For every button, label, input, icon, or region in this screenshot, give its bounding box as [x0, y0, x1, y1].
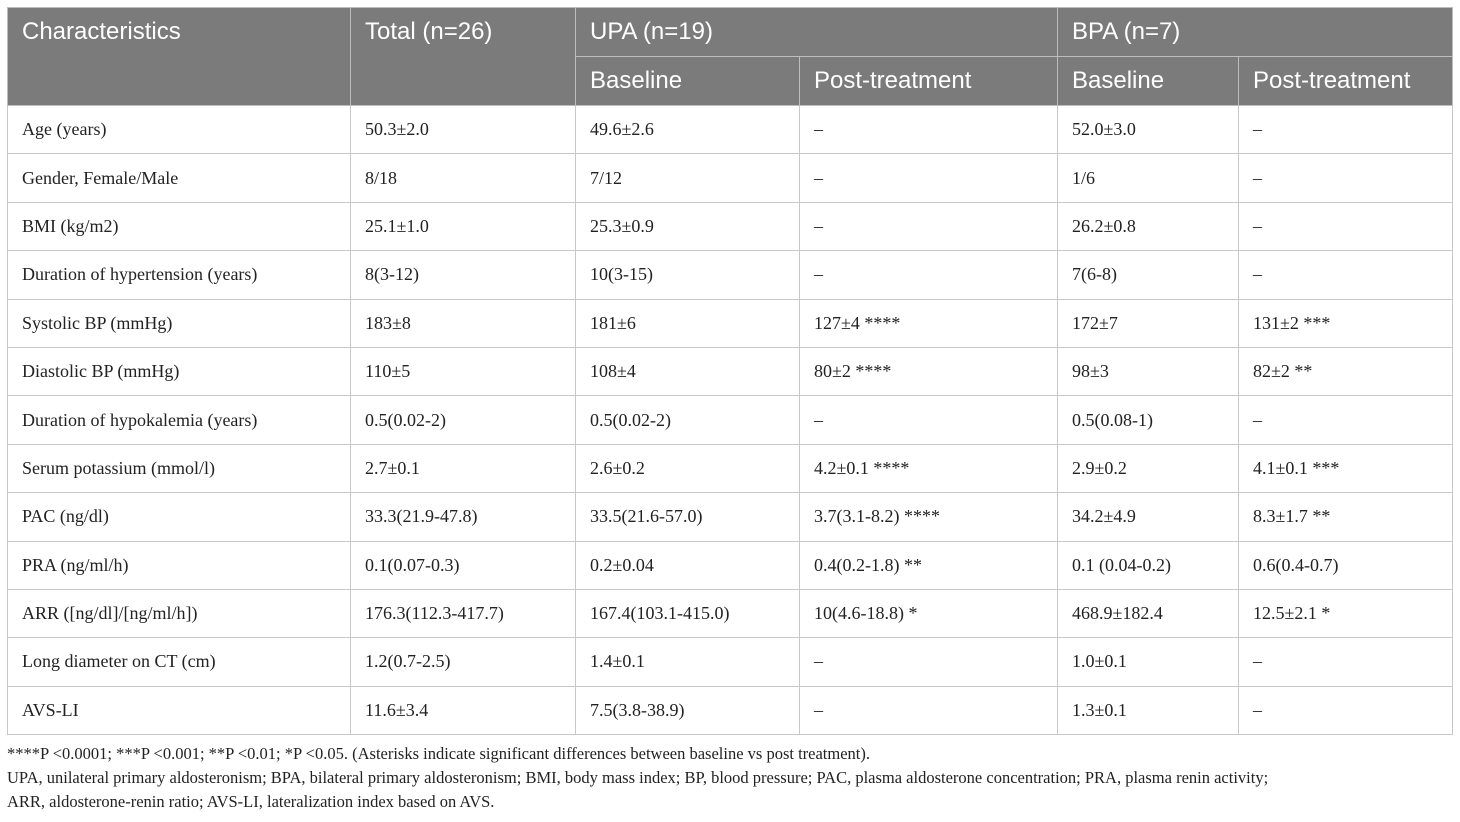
- cell-bpa-baseline: 0.1 (0.04-0.2): [1058, 541, 1239, 589]
- cell-bpa-baseline: 52.0±3.0: [1058, 106, 1239, 154]
- characteristics-table: [7, 7, 1453, 735]
- cell-upa-baseline: 33.5(21.6-57.0): [576, 493, 800, 541]
- table-footnotes: [7, 742, 1457, 814]
- cell-total: 2.7±0.1: [351, 444, 576, 492]
- header-bpa-post-treatment: Post-treatment: [1239, 57, 1453, 106]
- cell-bpa-baseline: 98±3: [1058, 347, 1239, 395]
- cell-total: 1.2(0.7-2.5): [351, 638, 576, 686]
- table-row: [8, 638, 1453, 686]
- cell-bpa-baseline: 34.2±4.9: [1058, 493, 1239, 541]
- cell-bpa-baseline: 2.9±0.2: [1058, 444, 1239, 492]
- cell-bpa-baseline: 0.5(0.08-1): [1058, 396, 1239, 444]
- cell-characteristic: Long diameter on CT (cm): [8, 638, 351, 686]
- table-row: [8, 444, 1453, 492]
- cell-bpa-post-treatment: –: [1239, 686, 1453, 734]
- cell-upa-post-treatment: –: [800, 202, 1058, 250]
- cell-bpa-post-treatment: –: [1239, 202, 1453, 250]
- cell-upa-post-treatment: 80±2 ****: [800, 347, 1058, 395]
- cell-upa-baseline: 1.4±0.1: [576, 638, 800, 686]
- cell-upa-post-treatment: –: [800, 251, 1058, 299]
- cell-upa-baseline: 2.6±0.2: [576, 444, 800, 492]
- table-row: [8, 541, 1453, 589]
- cell-total: 176.3(112.3-417.7): [351, 589, 576, 637]
- cell-total: 8/18: [351, 154, 576, 202]
- cell-characteristic: PAC (ng/dl): [8, 493, 351, 541]
- cell-upa-baseline: 181±6: [576, 299, 800, 347]
- header-bpa-baseline: Baseline: [1058, 57, 1239, 106]
- table-row: [8, 154, 1453, 202]
- cell-upa-post-treatment: –: [800, 106, 1058, 154]
- cell-upa-post-treatment: 3.7(3.1-8.2) ****: [800, 493, 1058, 541]
- cell-upa-baseline: 167.4(103.1-415.0): [576, 589, 800, 637]
- cell-bpa-baseline: 1.0±0.1: [1058, 638, 1239, 686]
- cell-upa-baseline: 0.5(0.02-2): [576, 396, 800, 444]
- header-total: Total (n=26): [351, 8, 576, 106]
- header-characteristics: Characteristics: [8, 8, 351, 106]
- cell-upa-baseline: 25.3±0.9: [576, 202, 800, 250]
- cell-bpa-post-treatment: –: [1239, 638, 1453, 686]
- cell-upa-post-treatment: 10(4.6-18.8) *: [800, 589, 1058, 637]
- cell-bpa-post-treatment: –: [1239, 251, 1453, 299]
- cell-bpa-post-treatment: –: [1239, 106, 1453, 154]
- cell-total: 33.3(21.9-47.8): [351, 493, 576, 541]
- cell-bpa-baseline: 468.9±182.4: [1058, 589, 1239, 637]
- cell-characteristic: Age (years): [8, 106, 351, 154]
- header-bpa: BPA (n=7): [1058, 8, 1453, 57]
- cell-bpa-post-treatment: 4.1±0.1 ***: [1239, 444, 1453, 492]
- cell-total: 25.1±1.0: [351, 202, 576, 250]
- cell-bpa-baseline: 1/6: [1058, 154, 1239, 202]
- cell-upa-post-treatment: –: [800, 154, 1058, 202]
- characteristics-table-container: [7, 7, 1452, 735]
- table-row: [8, 396, 1453, 444]
- cell-total: 8(3-12): [351, 251, 576, 299]
- cell-characteristic: AVS-LI: [8, 686, 351, 734]
- footnote-abbreviations-2: ARR, aldosterone-renin ratio; AVS-LI, lateralization index based on AVS.: [7, 792, 495, 811]
- cell-total: 183±8: [351, 299, 576, 347]
- cell-total: 0.1(0.07-0.3): [351, 541, 576, 589]
- cell-characteristic: Serum potassium (mmol/l): [8, 444, 351, 492]
- table-header: [8, 8, 1453, 106]
- table-row: [8, 299, 1453, 347]
- cell-bpa-post-treatment: 12.5±2.1 *: [1239, 589, 1453, 637]
- cell-bpa-post-treatment: 82±2 **: [1239, 347, 1453, 395]
- cell-bpa-post-treatment: –: [1239, 154, 1453, 202]
- cell-upa-baseline: 108±4: [576, 347, 800, 395]
- header-upa-baseline: Baseline: [576, 57, 800, 106]
- table-body: [8, 106, 1453, 735]
- cell-upa-post-treatment: –: [800, 396, 1058, 444]
- cell-upa-post-treatment: 0.4(0.2-1.8) **: [800, 541, 1058, 589]
- cell-bpa-post-treatment: 131±2 ***: [1239, 299, 1453, 347]
- table-row: [8, 686, 1453, 734]
- cell-bpa-baseline: 172±7: [1058, 299, 1239, 347]
- table-row: [8, 106, 1453, 154]
- header-upa: UPA (n=19): [576, 8, 1058, 57]
- cell-upa-baseline: 0.2±0.04: [576, 541, 800, 589]
- cell-total: 50.3±2.0: [351, 106, 576, 154]
- table-row: [8, 493, 1453, 541]
- cell-characteristic: Duration of hypokalemia (years): [8, 396, 351, 444]
- cell-upa-post-treatment: 4.2±0.1 ****: [800, 444, 1058, 492]
- cell-upa-post-treatment: –: [800, 686, 1058, 734]
- cell-upa-baseline: 10(3-15): [576, 251, 800, 299]
- footnote-abbreviations-1: UPA, unilateral primary aldosteronism; BPA, bilateral primary aldosteronism; BMI, body mass index; BP, blood pressure; PAC, plasma aldosterone concentration; PRA, plasma renin activity;: [7, 768, 1269, 787]
- cell-characteristic: Diastolic BP (mmHg): [8, 347, 351, 395]
- cell-total: 0.5(0.02-2): [351, 396, 576, 444]
- footnote-significance: ****P <0.0001; ***P <0.001; **P <0.01; *P <0.05. (Asterisks indicate significant differences between baseline vs post treatment).: [7, 744, 871, 763]
- table-row: [8, 251, 1453, 299]
- cell-bpa-baseline: 7(6-8): [1058, 251, 1239, 299]
- cell-bpa-post-treatment: 0.6(0.4-0.7): [1239, 541, 1453, 589]
- cell-characteristic: Gender, Female/Male: [8, 154, 351, 202]
- cell-characteristic: PRA (ng/ml/h): [8, 541, 351, 589]
- cell-characteristic: ARR ([ng/dl]/[ng/ml/h]): [8, 589, 351, 637]
- cell-bpa-post-treatment: –: [1239, 396, 1453, 444]
- cell-bpa-post-treatment: 8.3±1.7 **: [1239, 493, 1453, 541]
- cell-bpa-baseline: 26.2±0.8: [1058, 202, 1239, 250]
- cell-upa-baseline: 7.5(3.8-38.9): [576, 686, 800, 734]
- cell-upa-baseline: 49.6±2.6: [576, 106, 800, 154]
- cell-upa-post-treatment: –: [800, 638, 1058, 686]
- cell-bpa-baseline: 1.3±0.1: [1058, 686, 1239, 734]
- cell-characteristic: Duration of hypertension (years): [8, 251, 351, 299]
- cell-characteristic: BMI (kg/m2): [8, 202, 351, 250]
- table-row: [8, 589, 1453, 637]
- cell-upa-baseline: 7/12: [576, 154, 800, 202]
- table-row: [8, 202, 1453, 250]
- table-row: [8, 347, 1453, 395]
- cell-total: 110±5: [351, 347, 576, 395]
- cell-total: 11.6±3.4: [351, 686, 576, 734]
- header-upa-post-treatment: Post-treatment: [800, 57, 1058, 106]
- cell-upa-post-treatment: 127±4 ****: [800, 299, 1058, 347]
- header-row-top: [8, 8, 1453, 57]
- cell-characteristic: Systolic BP (mmHg): [8, 299, 351, 347]
